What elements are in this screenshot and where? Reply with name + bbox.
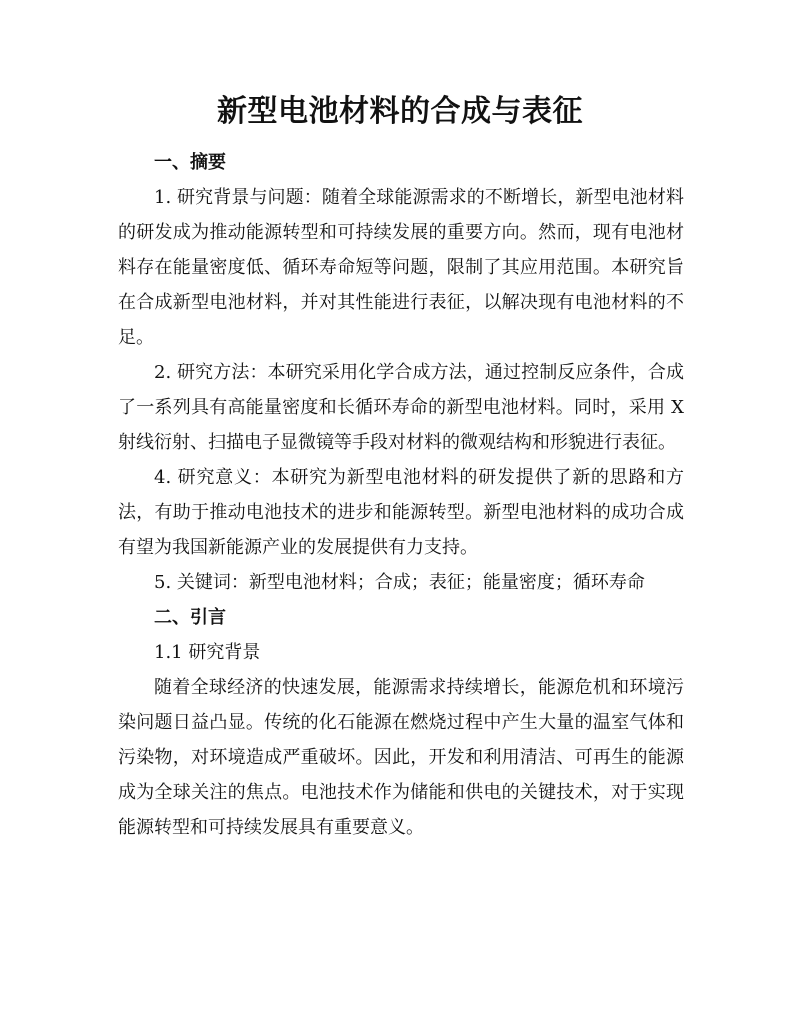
subsection-heading-background: 1.1 研究背景 <box>154 642 261 663</box>
section-heading-abstract: 一、摘要 <box>154 152 226 173</box>
document-body <box>118 145 684 845</box>
paragraph-background-detail: 随着全球经济的快速发展，能源需求持续增长，能源危机和环境污染问题日益凸显。传统的化石能源在燃烧过程中产生大量的温室气体和污染物，对环境造成严重破坏。因此，开发和利用清洁、可再生的能源成为全球关注的焦点。电池技术作为储能和供电的关键技术，对于实现能源转型和可持续发展具有重要意义。 <box>118 677 684 838</box>
document-title: 新型电池材料的合成与表征 <box>217 94 583 129</box>
section-heading-introduction: 二、引言 <box>154 607 226 628</box>
paragraph-research-significance: 4. 研究意义：本研究为新型电池材料的研发提供了新的思路和方法，有助于推动电池技术的进步和能源转型。新型电池材料的成功合成有望为我国新能源产业的发展提供有力支持。 <box>118 467 684 558</box>
paragraph-keywords: 5. 关键词：新型电池材料；合成；表征；能量密度；循环寿命 <box>154 572 645 593</box>
paragraph-research-background: 1. 研究背景与问题：随着全球能源需求的不断增长，新型电池材料的研发成为推动能源转型和可持续发展的重要方向。然而，现有电池材料存在能量密度低、循环寿命短等问题，限制了其应用范围。本研究旨在合成新型电池材料，并对其性能进行表征，以解决现有电池材料的不足。 <box>118 187 684 348</box>
paragraph-research-method: 2. 研究方法：本研究采用化学合成方法，通过控制反应条件，合成了一系列具有高能量密度和长循环寿命的新型电池材料。同时，采用 X 射线衍射、扫描电子显微镜等手段对材料的微观结构和形貌进行表征。 <box>118 362 684 453</box>
